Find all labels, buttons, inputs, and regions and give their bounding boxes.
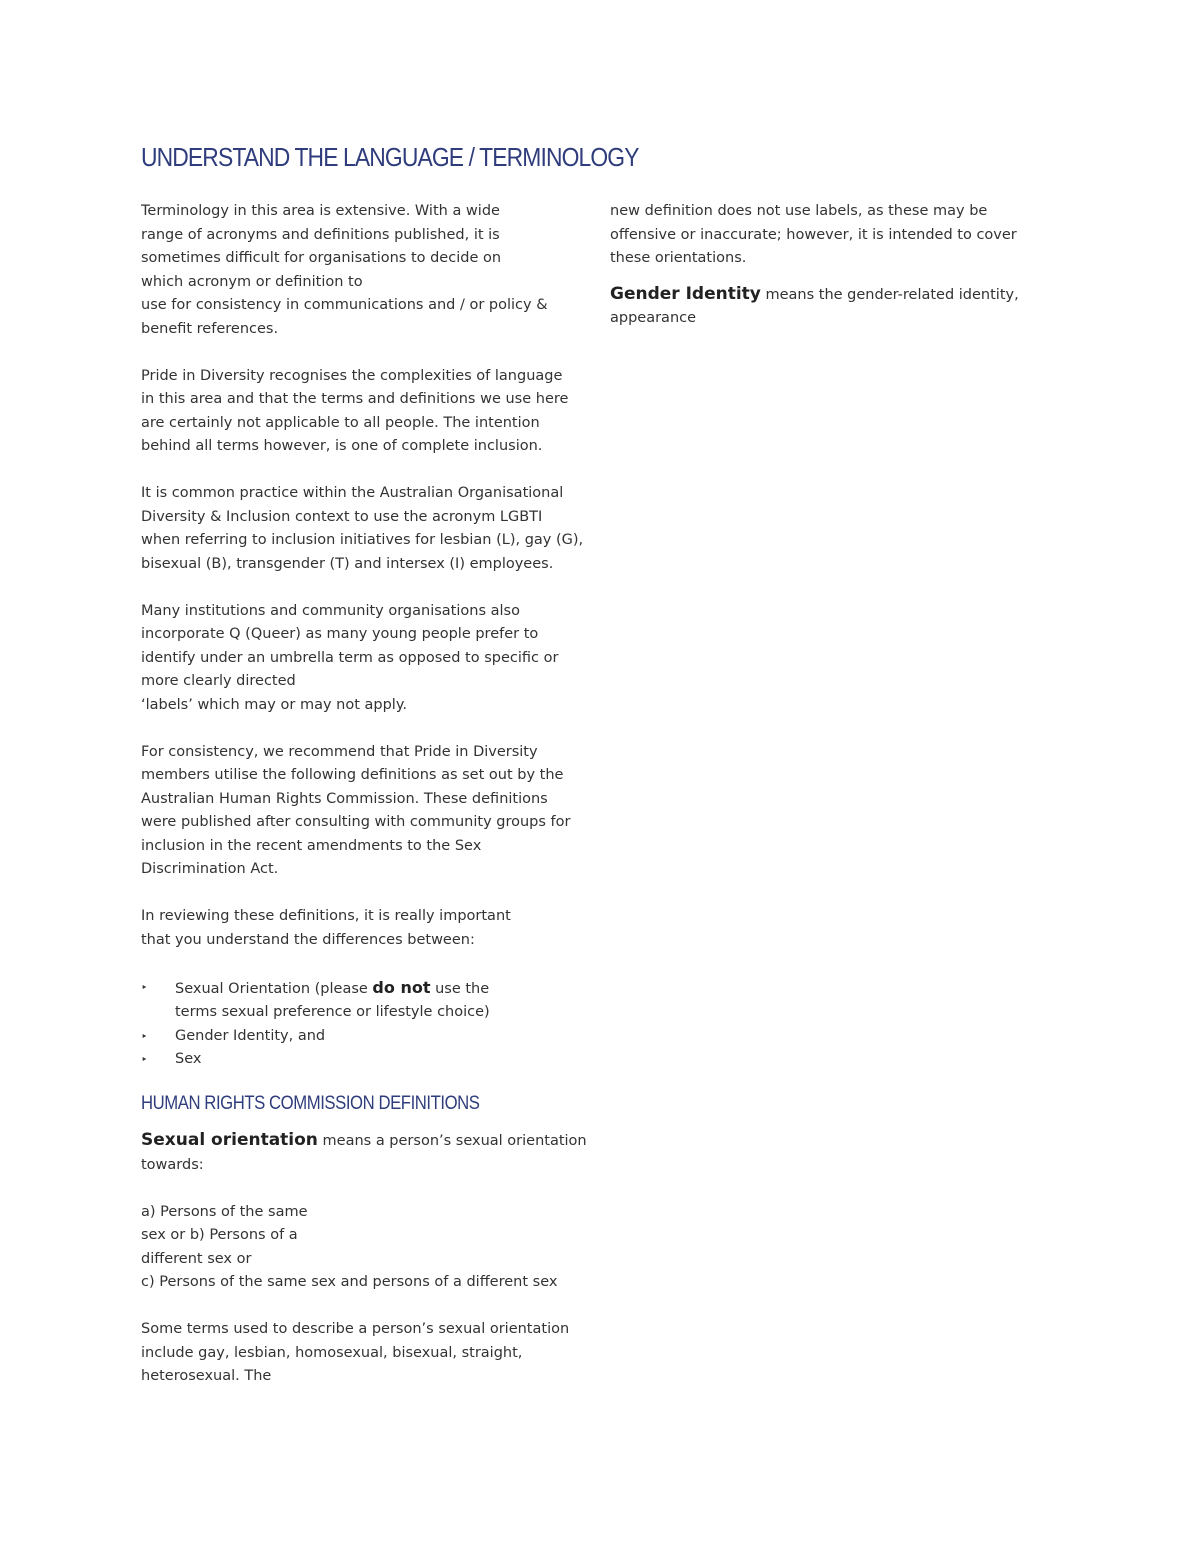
text-line: use for consistency in communications and / or policy & bbox=[141, 297, 548, 313]
paragraph-consistency bbox=[141, 741, 591, 882]
text-line: that you understand the differences between: bbox=[141, 931, 475, 948]
text-line: means a person’s sexual orientation bbox=[317, 1133, 587, 1149]
gender-identity-definition bbox=[610, 283, 1030, 331]
emphasis-do-not: do not bbox=[372, 977, 431, 997]
text-line: It is common practice within the Australian Organisational bbox=[141, 485, 564, 501]
text-line: Terminology in this area is extensive. With a wide bbox=[141, 203, 500, 219]
section-heading: HUMAN RIGHTS COMMISSION DEFINITIONS bbox=[141, 1092, 480, 1114]
text-line: Many institutions and community organisations also bbox=[141, 602, 520, 619]
text-line: bisexual (B), transgender (T) and intersex (I) employees. bbox=[141, 555, 554, 572]
text-line: In reviewing these definitions, it is really important bbox=[141, 908, 511, 924]
text-line: incorporate Q (Queer) as many young people prefer to bbox=[141, 626, 539, 642]
text-line: are certainly not applicable to all people. The intention bbox=[141, 414, 540, 431]
paragraph-pride-in-diversity bbox=[141, 365, 591, 459]
text-line: offensive or inaccurate; however, it is intended to cover bbox=[610, 226, 1017, 243]
bullet-icon: ‣ bbox=[141, 980, 148, 994]
text-line: Gender Identity, and bbox=[175, 1027, 326, 1044]
text-line: when referring to inclusion initiatives for lesbian (L), gay (G), bbox=[141, 532, 584, 548]
text-line: range of acronyms and definitions published, it is bbox=[141, 226, 500, 243]
page-title: UNDERSTAND THE LANGUAGE / TERMINOLOGY bbox=[141, 142, 639, 172]
text-line: heterosexual. The bbox=[141, 1368, 272, 1384]
bullet-icon: ‣ bbox=[141, 1029, 148, 1043]
text-line: towards: bbox=[141, 1156, 204, 1173]
text-line: Pride in Diversity recognises the complexities of language bbox=[141, 367, 563, 384]
text-line: benefit references. bbox=[141, 320, 279, 337]
sexual-orientation-definition bbox=[141, 1129, 591, 1177]
text-line: c) Persons of the same sex and persons of a different sex bbox=[141, 1274, 558, 1290]
text-line: include gay, lesbian, homosexual, bisexual, straight, bbox=[141, 1344, 523, 1361]
text-line: Discrimination Act. bbox=[141, 861, 279, 877]
paragraph-lgbti-acronym bbox=[141, 482, 591, 576]
text-line: use the bbox=[430, 980, 490, 997]
paragraph-queer bbox=[141, 600, 591, 718]
text-line: a) Persons of the same bbox=[141, 1203, 308, 1220]
list-item bbox=[141, 1025, 591, 1049]
text-line: sex or b) Persons of a bbox=[141, 1227, 298, 1243]
text-line: terms sexual preference or lifestyle choice) bbox=[175, 1004, 490, 1020]
text-line: Sexual Orientation (please bbox=[175, 980, 373, 997]
bullet-icon: ‣ bbox=[141, 1053, 148, 1066]
right-column bbox=[610, 200, 1030, 354]
paragraph-terms-used bbox=[141, 1318, 591, 1389]
paragraph-reviewing bbox=[141, 905, 591, 952]
text-line: which acronym or definition to bbox=[141, 273, 363, 290]
paragraph-new-definition bbox=[610, 200, 1030, 271]
list-item bbox=[141, 976, 591, 1025]
differences-list bbox=[141, 976, 591, 1072]
text-line: different sex or bbox=[141, 1250, 252, 1267]
text-line: were published after consulting with community groups for bbox=[141, 814, 571, 830]
list-item bbox=[141, 1048, 591, 1072]
term-sexual-orientation: Sexual orientation bbox=[141, 1130, 318, 1150]
text-line: Sex bbox=[175, 1051, 202, 1067]
text-line: appearance bbox=[610, 310, 697, 326]
text-line: Diversity & Inclusion context to use the acronym LGBTI bbox=[141, 508, 543, 525]
text-line: behind all terms however, is one of complete inclusion. bbox=[141, 438, 543, 454]
text-line: Some terms used to describe a person’s sexual orientation bbox=[141, 1321, 570, 1337]
text-line: more clearly directed bbox=[141, 673, 296, 689]
left-column bbox=[141, 200, 591, 1412]
text-line: ‘labels’ which may or may not apply. bbox=[141, 696, 407, 713]
paragraph-terminology-intro bbox=[141, 200, 591, 341]
text-line: these orientations. bbox=[610, 250, 747, 266]
text-line: sometimes difficult for organisations to decide on bbox=[141, 250, 502, 266]
text-line: For consistency, we recommend that Pride in Diversity bbox=[141, 743, 538, 760]
text-line: members utilise the following definitions as set out by the bbox=[141, 767, 564, 783]
text-line: new definition does not use labels, as these may be bbox=[610, 203, 988, 219]
text-line: in this area and that the terms and definitions we use here bbox=[141, 391, 569, 407]
text-line: inclusion in the recent amendments to the Sex bbox=[141, 837, 482, 854]
text-line: means the gender-related identity, bbox=[760, 286, 1019, 303]
text-line: Australian Human Rights Commission. These definitions bbox=[141, 790, 548, 807]
sexual-orientation-list bbox=[141, 1201, 591, 1295]
term-gender-identity: Gender Identity bbox=[610, 283, 761, 304]
text-line: identify under an umbrella term as opposed to specific or bbox=[141, 649, 559, 666]
